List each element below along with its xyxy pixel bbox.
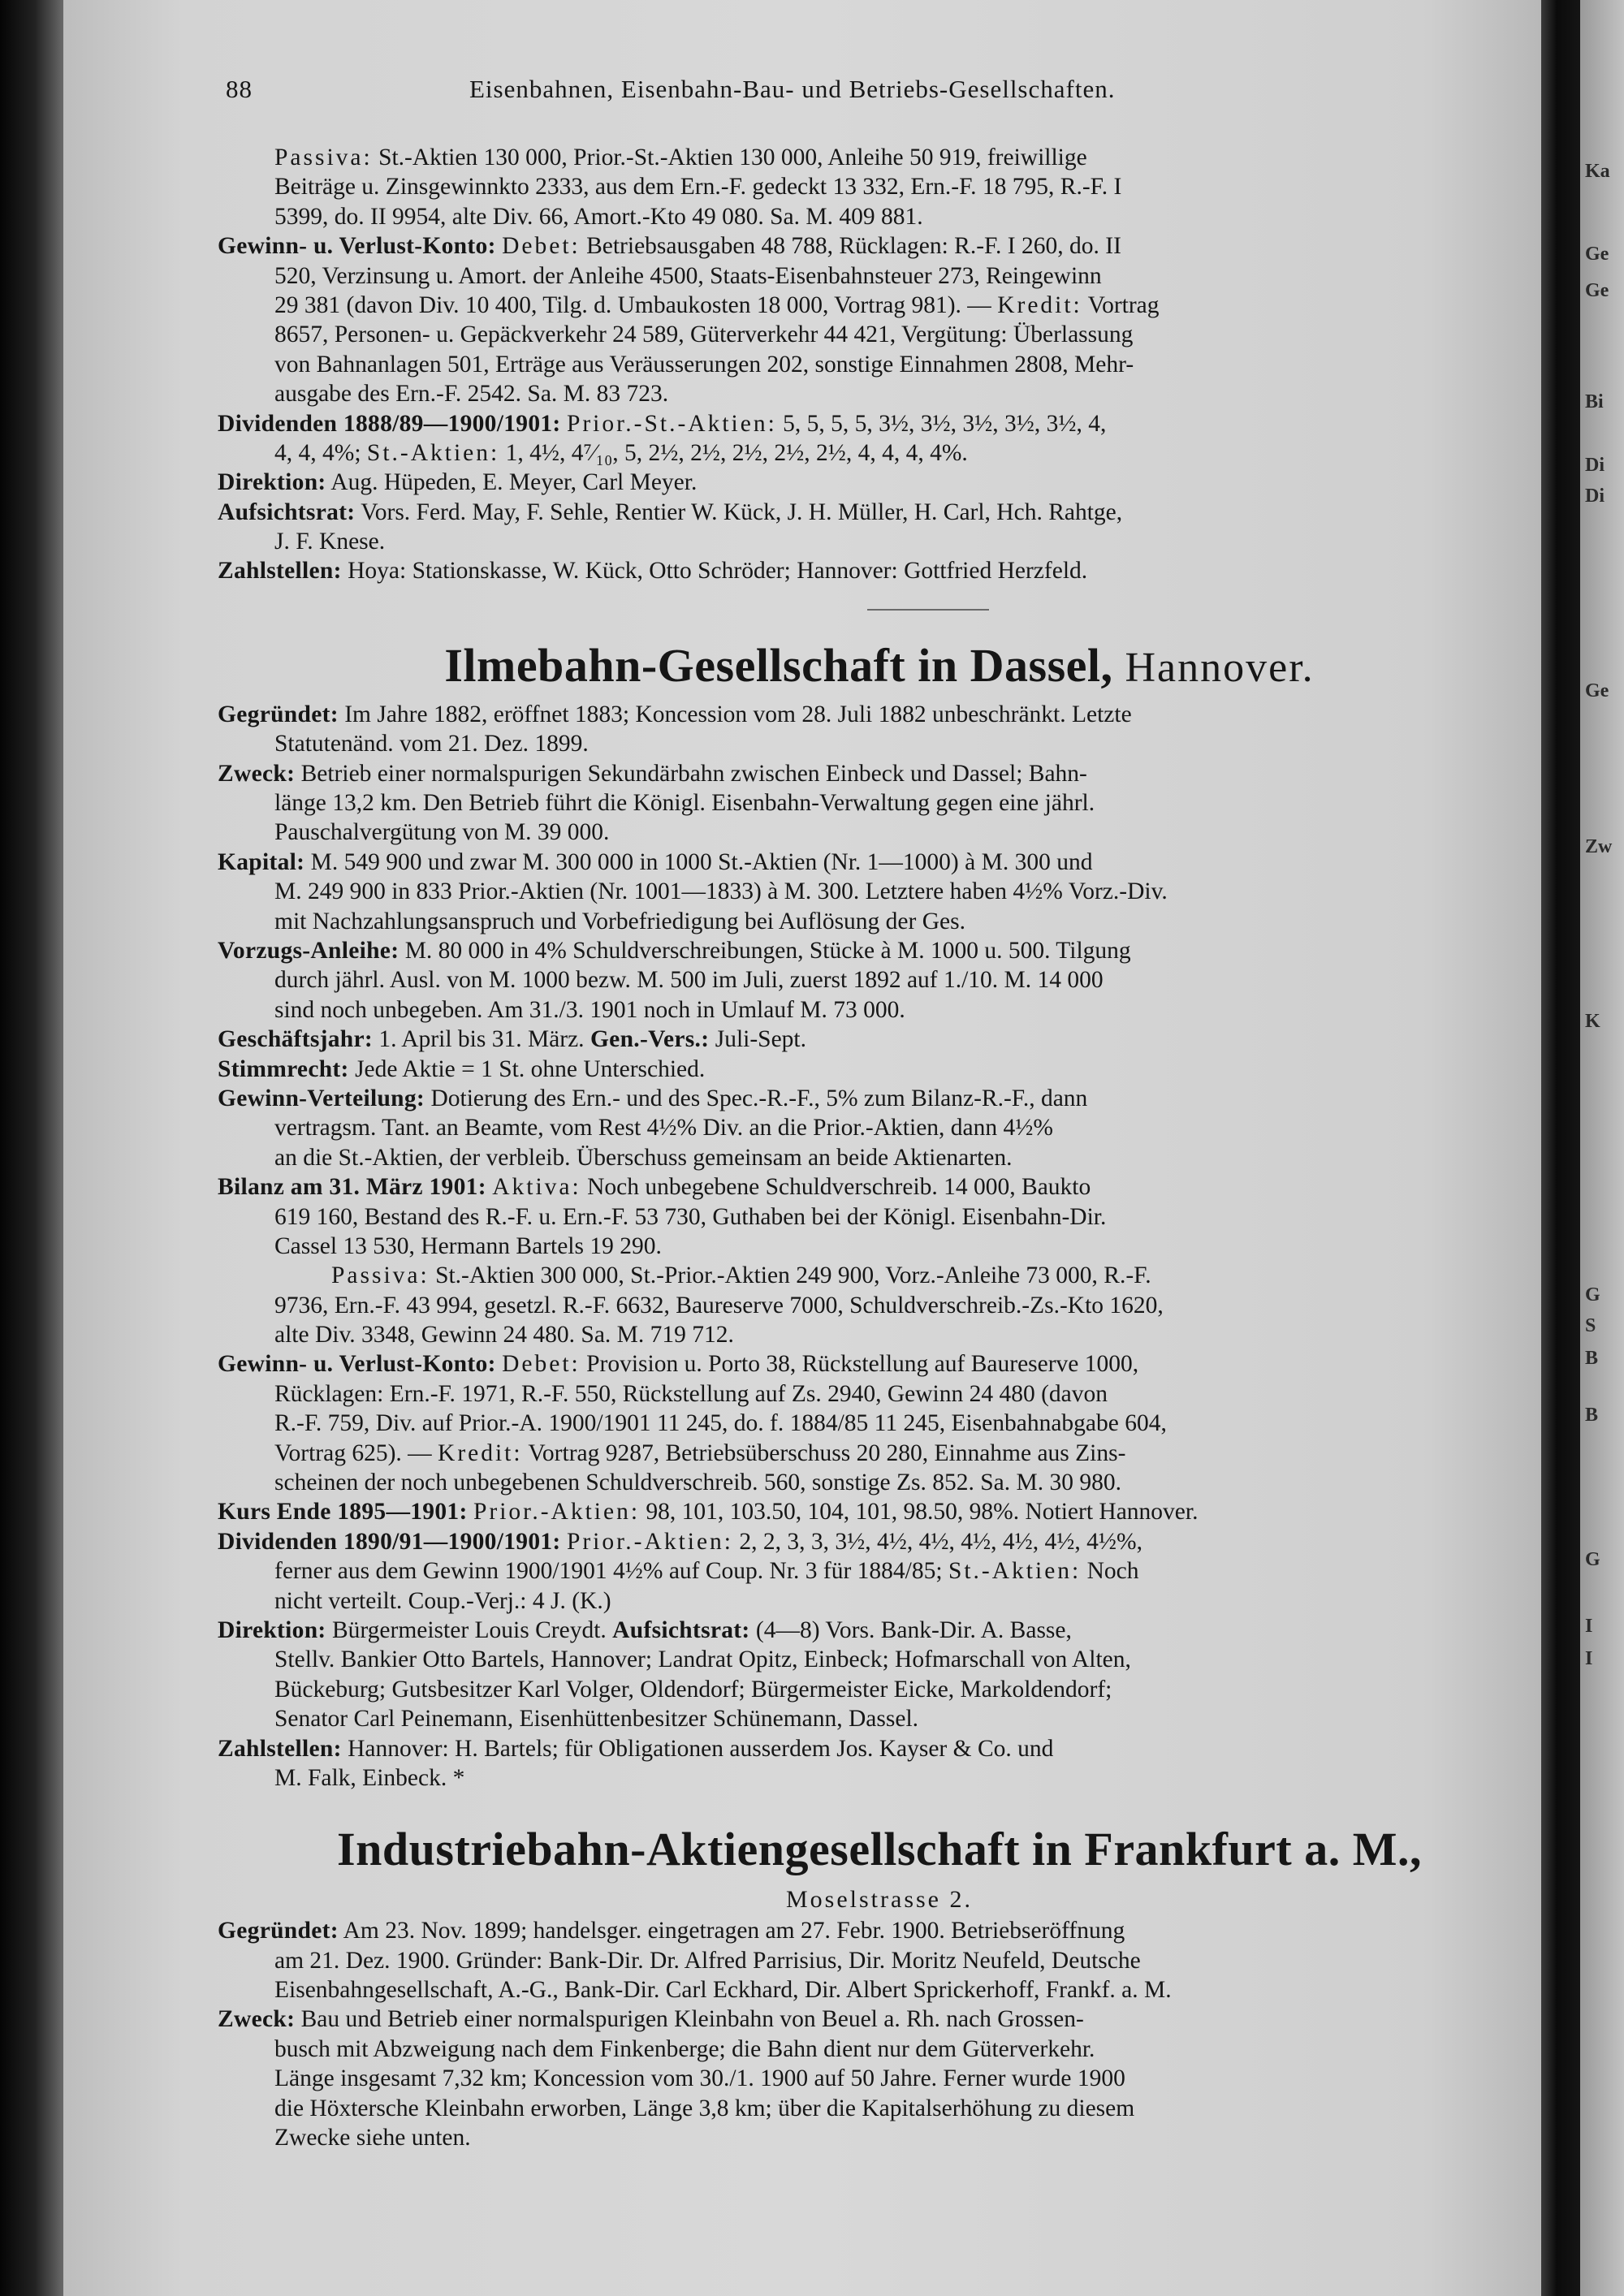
book-gutter: [1541, 0, 1580, 2296]
text-line: Bilanz am 31. März 1901: Aktiva: Noch unbegebene Schuldverschreib. 14 000, Baukto: [218, 1174, 1091, 1201]
text-line: scheinen der noch unbegebenen Schuldverschreib. 560, sonstige Zs. 852. Sa. M. 30 980.: [274, 1470, 1121, 1496]
edge-fragment: I: [1585, 1616, 1593, 1637]
text-line: länge 13,2 km. Den Betrieb führt die Königl. Eisenbahn-Verwaltung gegen eine jährl.: [274, 790, 1095, 817]
text-line: alte Div. 3348, Gewinn 24 480. Sa. M. 719 712.: [274, 1322, 734, 1349]
company-entry: [218, 1815, 1541, 2152]
text-line: 29 381 (davon Div. 10 400, Tilg. d. Umbaukosten 18 000, Vortrag 981). — Kredit: Vortrag: [274, 291, 1160, 318]
text-line: Kurs Ende 1895—1901: Prior.-Aktien: 98, 101, 103.50, 104, 101, 98.50, 98%. Notiert Hannover.: [218, 1499, 1199, 1526]
text-line: 619 160, Bestand des R.-F. u. Ern.-F. 53 730, Guthaben bei der Königl. Eisenbahn-Dir.: [274, 1203, 1107, 1230]
text-line: Statutenänd. vom 21. Dez. 1899.: [274, 731, 589, 757]
text-line: Beiträge u. Zinsgewinnkto 2333, aus dem Ern.-F. gedeckt 13 332, Ern.-F. 18 795, R.-F. I: [274, 174, 1122, 201]
page-number: 88: [226, 75, 253, 103]
text-line: busch mit Abzweigung nach dem Finkenberge; die Bahn dient nur dem Güterverkehr.: [274, 2035, 1095, 2062]
company-name: Industriebahn-Aktiengesellschaft in Frankfurt a. M.,: [337, 1823, 1422, 1876]
text-line: Zahlstellen: Hannover: H. Bartels; für Obligationen ausserdem Jos. Kayser & Co. und: [218, 1735, 1054, 1762]
edge-fragment: Ge: [1585, 680, 1609, 701]
text-line: Dividenden 1890/91—1900/1901: Prior.-Aktien: 2, 2, 3, 3, 3½, 4½, 4½, 4½, 4½, 4½, 4½%,: [218, 1528, 1142, 1555]
text-line: ferner aus dem Gewinn 1900/1901 4½% auf Coup. Nr. 3 für 1884/85; St.-Aktien: Noch: [274, 1558, 1139, 1585]
text-line: ausgabe des Ern.-F. 2542. Sa. M. 83 723.: [274, 381, 669, 408]
text-line: Zahlstellen: Hoya: Stationskasse, W. Kück, Otto Schröder; Hannover: Gottfried Herzfeld.: [218, 558, 1088, 585]
company-title: [218, 1815, 1541, 1884]
text-line: Bückeburg; Gutsbesitzer Karl Volger, Oldendorf; Bürgermeister Eicke, Markoldendorf;: [274, 1676, 1112, 1703]
text-line: Stimmrecht: Jede Aktie = 1 St. ohne Unterschied.: [218, 1055, 706, 1082]
text-line: vertragsm. Tant. an Beamte, vom Rest 4½% Div. an die Prior.-Aktien, dann 4½%: [274, 1115, 1053, 1142]
text-line: Direktion: Bürgermeister Louis Creydt. Aufsichtsrat: (4—8) Vors. Bank-Dir. A. Basse,: [218, 1616, 1072, 1643]
edge-fragment: Ka: [1585, 161, 1610, 182]
text-line: Gegründet: Im Jahre 1882, eröffnet 1883; Koncession vom 28. Juli 1882 unbeschränkt. Letzte: [218, 701, 1132, 727]
text-line: von Bahnanlagen 501, Erträge aus Veräusserungen 202, sonstige Einnahmen 2808, Mehr-: [274, 351, 1134, 378]
text-line: Dividenden 1888/89—1900/1901: Prior.-St.-Aktien: 5, 5, 5, 5, 3½, 3½, 3½, 3½, 3½, 4,: [218, 410, 1107, 437]
text-line: J. F. Knese.: [274, 529, 386, 555]
edge-fragment: K: [1585, 1011, 1600, 1032]
text-line: 9736, Ern.-F. 43 994, gesetzl. R.-F. 6632, Baureserve 7000, Schuldverschreib.-Zs.-Kto 1620,: [274, 1292, 1164, 1318]
page-body: [218, 143, 1541, 2152]
text-line: Zweck: Betrieb einer normalspurigen Sekundärbahn zwischen Einbeck und Dassel; Bahn-: [218, 760, 1087, 787]
section-divider: [218, 586, 1541, 632]
text-line: R.-F. 759, Div. auf Prior.-A. 1900/1901 11 245, do. f. 1884/85 11 245, Eisenbahnabgabe 604,: [274, 1410, 1167, 1437]
company-address: Moselstrasse 2.: [786, 1886, 973, 1914]
text-line: an die St.-Aktien, der verbleib. Überschuss gemeinsam an beide Aktienarten.: [274, 1144, 1013, 1171]
company-entry-continued: [218, 143, 1541, 586]
document-page: [63, 0, 1541, 2296]
edge-fragment: Di: [1585, 455, 1605, 476]
text-line: durch jährl. Ausl. von M. 1000 bezw. M. 500 im Juli, zuerst 1892 auf 1./10. M. 14 000: [274, 967, 1104, 994]
text-line: am 21. Dez. 1900. Gründer: Bank-Dir. Dr. Alfred Parrisius, Dir. Moritz Neufeld, Deutsche: [274, 1947, 1141, 1974]
edge-fragment: B: [1585, 1405, 1599, 1426]
edge-fragment: I: [1585, 1648, 1593, 1669]
adjacent-page-edge: [1580, 0, 1624, 2296]
text-line: Passiva: St.-Aktien 300 000, St.-Prior.-Aktien 249 900, Vorz.-Anleihe 73 000, R.-F.: [331, 1262, 1151, 1289]
company-location: Hannover.: [1125, 644, 1315, 691]
text-line: Vorzugs-Anleihe: M. 80 000 in 4% Schuldverschreibungen, Stücke à M. 1000 u. 500. Tilgung: [218, 937, 1131, 964]
page-header: [63, 75, 1541, 107]
text-line: M. Falk, Einbeck. *: [274, 1764, 465, 1791]
edge-fragment: S: [1585, 1315, 1596, 1336]
running-title: Eisenbahnen, Eisenbahn-Bau- und Betriebs-Gesellschaften.: [469, 75, 1116, 103]
text-line: Gewinn-Verteilung: Dotierung des Ern.- und des Spec.-R.-F., 5% zum Bilanz-R.-F., dann: [218, 1085, 1088, 1111]
text-line: Rücklagen: Ern.-F. 1971, R.-F. 550, Rückstellung auf Zs. 2940, Gewinn 24 480 (davon: [274, 1380, 1108, 1407]
text-line: mit Nachzahlungsanspruch und Vorbefriedigung bei Auflösung der Ges.: [274, 908, 965, 934]
edge-fragment: G: [1585, 1284, 1600, 1306]
text-line: Stellv. Bankier Otto Bartels, Hannover; Landrat Opitz, Einbeck; Hofmarschall von Alten,: [274, 1646, 1131, 1673]
text-line: Zwecke siehe unten.: [274, 2125, 471, 2151]
text-line: Aufsichtsrat: Vors. Ferd. May, F. Sehle, Rentier W. Kück, J. H. Müller, H. Carl, Hch. Rahtge,: [218, 498, 1123, 525]
text-line: Zweck: Bau und Betrieb einer normalspurigen Kleinbahn von Beuel a. Rh. nach Grossen-: [218, 2006, 1084, 2033]
text-line: Direktion: Aug. Hüpeden, E. Meyer, Carl Meyer.: [218, 469, 698, 496]
company-entry: [218, 632, 1541, 1793]
text-line: Cassel 13 530, Hermann Bartels 19 290.: [274, 1232, 662, 1259]
text-line: Gewinn- u. Verlust-Konto: Debet: Provision u. Porto 38, Rückstellung auf Baureserve 1000,: [218, 1351, 1139, 1378]
text-line: Kapital: M. 549 900 und zwar M. 300 000 in 1000 St.-Aktien (Nr. 1—1000) à M. 300 und: [218, 848, 1093, 875]
text-line: Gewinn- u. Verlust-Konto: Debet: Betriebsausgaben 48 788, Rücklagen: R.-F. I 260, do. II: [218, 233, 1121, 260]
text-line: 4, 4, 4%; St.-Aktien: 1, 4½, 4⁷⁄₁₀, 5, 2½, 2½, 2½, 2½, 2½, 4, 4, 4, 4%.: [274, 439, 968, 466]
edge-fragment: Ge: [1585, 280, 1609, 301]
text-line: nicht verteilt. Coup.-Verj.: 4 J. (K.): [274, 1587, 611, 1614]
text-line: Eisenbahngesellschaft, A.-G., Bank-Dir. Carl Eckhard, Dir. Albert Sprickerhoff, Frankf. a. M.: [274, 1977, 1172, 2004]
text-line: Gegründet: Am 23. Nov. 1899; handelsger. eingetragen am 27. Febr. 1900. Betriebseröffnung: [218, 1918, 1125, 1944]
text-line: 5399, do. II 9954, alte Div. 66, Amort.-Kto 49 080. Sa. M. 409 881.: [274, 203, 923, 230]
text-line: Passiva: St.-Aktien 130 000, Prior.-St.-Aktien 130 000, Anleihe 50 919, freiwillige: [274, 145, 1087, 170]
text-line: 520, Verzinsung u. Amort. der Anleihe 4500, Staats-Eisenbahnsteuer 273, Reingewinn: [274, 262, 1102, 289]
text-line: Geschäftsjahr: 1. April bis 31. März. Gen.-Vers.: Juli-Sept.: [218, 1026, 807, 1053]
edge-fragment: B: [1585, 1348, 1599, 1369]
edge-fragment: Zw: [1585, 836, 1613, 857]
company-title: [218, 632, 1541, 700]
edge-fragment: Di: [1585, 486, 1605, 507]
edge-fragment: G: [1585, 1549, 1600, 1570]
company-name: Ilmebahn-Gesellschaft in Dassel,: [444, 638, 1113, 692]
text-line: Vortrag 625). — Kredit: Vortrag 9287, Betriebsüberschuss 20 280, Einnahme aus Zins-: [274, 1439, 1126, 1466]
edge-fragment: Ge: [1585, 244, 1609, 265]
scan-shadow-left: [0, 0, 63, 2296]
text-line: Senator Carl Peinemann, Eisenhüttenbesitzer Schünemann, Dassel.: [274, 1706, 919, 1733]
text-line: die Höxtersche Kleinbahn erworben, Länge 3,8 km; über die Kapitalserhöhung zu diesem: [274, 2095, 1135, 2121]
text-line: Pauschalvergütung von M. 39 000.: [274, 819, 610, 846]
edge-fragment: Bi: [1585, 391, 1604, 412]
text-line: sind noch unbegeben. Am 31./3. 1901 noch in Umlauf M. 73 000.: [274, 996, 905, 1023]
text-line: 8657, Personen- u. Gepäckverkehr 24 589, Güterverkehr 44 421, Vergütung: Überlassung: [274, 322, 1134, 348]
text-line: Länge insgesamt 7,32 km; Koncession vom 30./1. 1900 auf 50 Jahre. Ferner wurde 1900: [274, 2065, 1125, 2092]
text-line: M. 249 900 in 833 Prior.-Aktien (Nr. 1001—1833) à M. 300. Letztere haben 4½% Vorz.-Div.: [274, 878, 1168, 905]
